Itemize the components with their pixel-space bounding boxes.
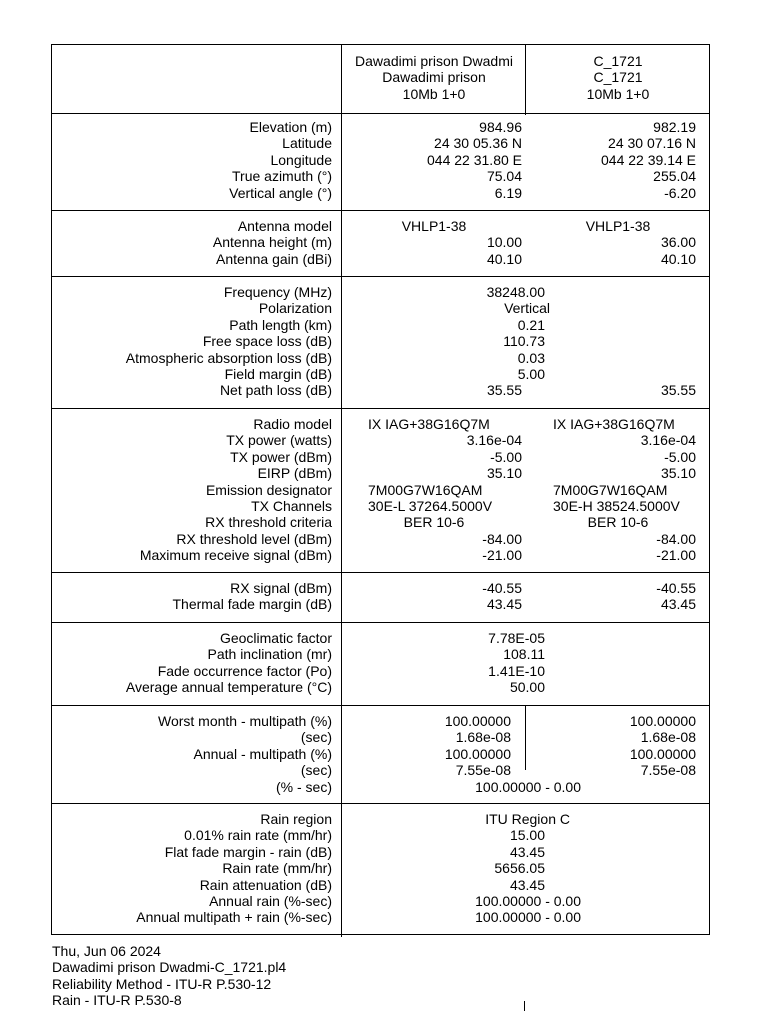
site-value-1: 6.19: [494, 184, 522, 201]
radio-value-1: 35.10: [486, 465, 522, 482]
rain-value: 43.45: [509, 843, 545, 860]
geo-label: Fade occurrence factor (Po): [157, 662, 332, 679]
page-tick-mark: [524, 1001, 525, 1011]
section-divider: [52, 210, 709, 211]
section-divider: [52, 803, 709, 804]
rain-label: Annual rain (%-sec): [209, 893, 332, 909]
path-net-loss-1: 35.55: [486, 382, 522, 399]
path-label: Path length (km): [229, 316, 332, 333]
rain-label: Flat fade margin - rain (dB): [164, 843, 332, 860]
rain-value: 15.00: [509, 827, 545, 844]
geo-value: 50.00: [509, 679, 545, 696]
radio-label: Radio model: [253, 416, 332, 432]
section-divider: [52, 572, 709, 573]
rain-label: 0.01% rain rate (mm/hr): [184, 827, 332, 844]
multipath-value-1: 100.00000: [444, 745, 511, 762]
radio-value-1: 3.16e-04: [466, 432, 522, 449]
site-value-2: 255.04: [653, 168, 696, 185]
multipath-label: (% - sec): [276, 778, 332, 795]
footer-rain-method: Rain - ITU-R P.530-8: [52, 992, 182, 1009]
multipath-value-1: 1.68e-08: [455, 729, 511, 746]
footer-reliability-method: Reliability Method - ITU-R P.530-12: [52, 975, 272, 992]
radio-label: EIRP (dBm): [257, 465, 332, 482]
multipath-value-1: 100.00000: [444, 713, 511, 729]
radio-label: TX power (dBm): [230, 448, 332, 465]
path-free-space-loss: 110.73: [503, 333, 545, 350]
radio-value-2: -5.00: [664, 448, 696, 465]
site-value-1: 984.96: [479, 119, 522, 135]
radio-label: RX threshold criteria: [205, 514, 332, 531]
site-value-1: 24 30 05.36 N: [434, 135, 522, 152]
rain-value: 5656.05: [494, 860, 545, 877]
multipath-value-2: 1.68e-08: [640, 729, 696, 746]
antenna-value-2: 36.00: [660, 234, 696, 251]
path-frequency: 38248.00: [486, 284, 545, 300]
multipath-value-2: 100.00000: [629, 745, 696, 762]
multipath-label: (sec): [300, 729, 332, 746]
rain-label: Rain rate (mm/hr): [222, 860, 332, 877]
path-net-loss-2: 35.55: [660, 382, 696, 399]
radio-ber-2: BER 10-6: [587, 514, 649, 531]
rx-value-2: 43.45: [660, 596, 696, 613]
rain-label: Annual multipath + rain (%-sec): [136, 909, 332, 926]
rain-label: Rain region: [260, 811, 332, 827]
path-label: Free space loss (dB): [202, 333, 332, 350]
radio-emission-2: 7M00G7W16QAM: [553, 481, 668, 498]
geo-label: Path inclination (mr): [207, 646, 332, 663]
antenna-model-2: VHLP1-38: [585, 218, 651, 234]
header-site2-name: C_1721: [593, 53, 643, 69]
rx-value-1: 43.45: [486, 596, 522, 613]
radio-model-2: IX IAG+38G16Q7M: [553, 416, 675, 432]
antenna-value-1: 40.10: [486, 250, 522, 267]
radio-value-1: -21.00: [482, 547, 522, 564]
radio-ber-1: BER 10-6: [403, 514, 465, 531]
section-divider: [52, 622, 709, 623]
geo-value: 7.78E-05: [488, 630, 545, 646]
antenna-value-1: 10.00: [486, 234, 522, 251]
rx-value-2: -40.55: [656, 580, 696, 596]
radio-label: RX threshold level (dBm): [176, 530, 332, 547]
geo-label: Average annual temperature (°C): [125, 679, 332, 696]
site-value-1: 75.04: [486, 168, 522, 185]
multipath-value-2: 7.55e-08: [640, 762, 696, 779]
site-value-1: 044 22 31.80 E: [427, 151, 522, 168]
antenna-label: Antenna height (m): [212, 234, 332, 251]
rain-label: Rain attenuation (dB): [199, 876, 332, 893]
rx-label: Thermal fade margin (dB): [172, 596, 332, 613]
rx-value-1: -40.55: [482, 580, 522, 596]
path-field-margin: 5.00: [517, 366, 545, 382]
multipath-label: Annual - multipath (%): [193, 745, 332, 762]
rain-value: 100.00000 - 0.00: [475, 893, 581, 909]
path-polarization: Vertical: [504, 300, 550, 317]
rain-value: 43.45: [509, 876, 545, 893]
radio-model-1: IX IAG+38G16Q7M: [368, 416, 490, 432]
path-label: Polarization: [258, 300, 332, 317]
radio-label: TX power (watts): [226, 432, 332, 449]
section-divider: [52, 705, 709, 706]
radio-value-1: -5.00: [490, 448, 522, 465]
radio-value-2: 35.10: [660, 465, 696, 482]
radio-value-2: 3.16e-04: [640, 432, 696, 449]
multipath-total: 100.00000 - 0.00: [475, 778, 581, 795]
antenna-label: Antenna gain (dBi): [216, 250, 332, 267]
rx-label: RX signal (dBm): [230, 580, 332, 596]
path-length: 0.21: [517, 316, 545, 333]
path-label: Frequency (MHz): [223, 284, 332, 300]
site-label: Latitude: [282, 135, 332, 152]
geo-value: 1.41E-10: [488, 662, 545, 679]
path-label: Field margin (dB): [224, 366, 332, 382]
header-site1-capacity: 10Mb 1+0: [402, 85, 466, 102]
multipath-label: (sec): [300, 762, 332, 779]
path-atmospheric-loss: 0.03: [517, 349, 545, 366]
radio-emission-1: 7M00G7W16QAM: [368, 481, 483, 498]
geo-label: Geoclimatic factor: [219, 630, 332, 646]
site-label: True azimuth (°): [232, 168, 332, 185]
header-site2-subname: C_1721: [593, 69, 643, 86]
site-label: Longitude: [270, 151, 332, 168]
rain-region: ITU Region C: [485, 811, 570, 827]
multipath-value-2: 100.00000: [629, 713, 696, 729]
radio-value-2: -84.00: [656, 530, 696, 547]
site-value-2: -6.20: [664, 184, 696, 201]
report-table: [51, 44, 710, 935]
footer-filename: Dawadimi prison Dwadmi-C_1721.pl4: [52, 959, 287, 976]
site-value-2: 982.19: [653, 119, 696, 135]
site-label: Elevation (m): [249, 119, 332, 135]
multipath-value-1: 7.55e-08: [455, 762, 511, 779]
site-value-2: 24 30 07.16 N: [608, 135, 696, 152]
section-divider: [52, 276, 709, 277]
site-label: Vertical angle (°): [229, 184, 332, 201]
radio-value-2: -21.00: [656, 547, 696, 564]
antenna-value-2: 40.10: [660, 250, 696, 267]
radio-value-1: -84.00: [482, 530, 522, 547]
radio-channel-2: 30E-H 38524.5000V: [553, 498, 680, 514]
antenna-label: Antenna model: [237, 218, 332, 234]
section-divider: [52, 408, 709, 409]
column-divider-right-multipath: [525, 706, 526, 770]
footer-date: Thu, Jun 06 2024: [52, 943, 161, 959]
radio-label: Maximum receive signal (dBm): [139, 547, 332, 564]
path-label: Atmospheric absorption loss (dB): [125, 349, 332, 366]
antenna-model-1: VHLP1-38: [401, 218, 467, 234]
radio-label: TX Channels: [251, 498, 332, 514]
header-site2-capacity: 10Mb 1+0: [586, 85, 650, 102]
section-divider: [52, 113, 709, 114]
geo-value: 108.11: [503, 646, 545, 663]
site-value-2: 044 22 39.14 E: [601, 151, 696, 168]
radio-channel-1: 30E-L 37264.5000V: [368, 498, 493, 514]
path-label: Net path loss (dB): [219, 382, 332, 399]
header-site1-name: Dawadimi prison Dwadmi: [355, 53, 513, 69]
radio-label: Emission designator: [205, 481, 332, 498]
multipath-label: Worst month - multipath (%): [157, 713, 332, 729]
header-site1-subname: Dawadimi prison: [382, 69, 486, 86]
rain-value: 100.00000 - 0.00: [475, 909, 581, 926]
